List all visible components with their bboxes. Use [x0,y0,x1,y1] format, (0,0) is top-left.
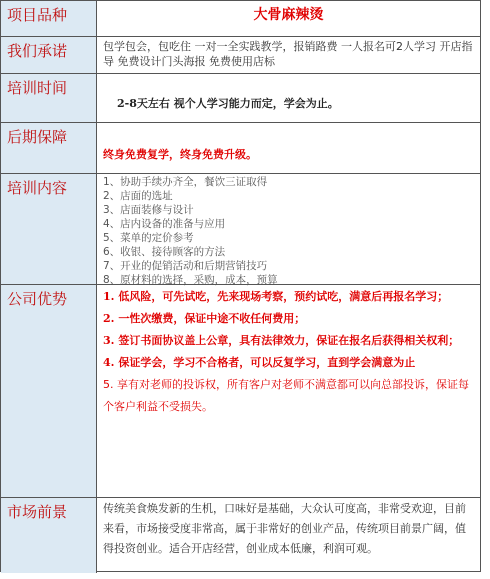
training-item: 7、开业的促销活动和后期营销技巧 [103,260,268,272]
label-item: 项目品种 [1,1,97,36]
row-market [1,498,480,573]
row-advantages [1,285,480,498]
label-training: 培训内容 [1,174,97,284]
training-item: 5、菜单的定价参考 [103,232,194,244]
advantage-item: 2. 一性次缴费，保证中途不收任何费用； [103,312,306,325]
training-item: 2、店面的选址 [103,190,173,202]
support-text: 终身免费复学，终身免费升级。 [103,148,257,161]
advantage-item: 1. 低风险，可先试吃，先来现场考察，预约试吃，满意后再报名学习； [103,290,449,303]
row-training [1,174,480,285]
training-item: 8、原材料的选择，采购，成本，预算 [103,274,278,286]
advantage-item: 4. 保证学会，学习不合格者，可以反复学习，直到学会满意为止 [103,356,416,369]
training-item: 4、店内设备的准备与应用 [103,218,226,230]
label-support: 后期保障 [1,123,97,173]
row-period [1,74,480,123]
training-item: 3、店面装修与设计 [103,204,194,216]
training-item: 6、收银、接待顾客的方法 [103,246,226,258]
label-market: 市场前景 [1,498,97,573]
market-text: 传统美食焕发新的生机，口味好是基础，大众认可度高，非常受欢迎，目前来看，市场接受度非常高，属于非常好的创业产品，传统项目前景广阔，值得投资创业。适合开店经营，创业成本低廉，利润可观。 [103,502,466,555]
period-text: 2-8天左右 视个人学习能力而定，学会为止。 [117,97,339,110]
label-advantages: 公司优势 [1,285,97,497]
row-support [1,123,480,174]
advantage-item: 3. 签订书面协议盖上公章，具有法律效力，保证在报名后获得相关权利； [103,334,460,347]
training-item: 1、协助手续办齐全，餐饮三证取得 [103,176,268,188]
promise-text: 包学包会，包吃住 一对一全实践教学，报销路费 一人报名可2人学习 开店指导 免费设计门头海报 免费使用店标 [103,40,473,68]
advantage-item: 5. 享有对老师的投诉权，所有客户对老师不满意都可以向总部投诉，保证每个客户利益不受损失。 [103,378,469,413]
row-promise [1,37,480,74]
label-period: 培训时间 [1,74,97,122]
label-promise: 我们承诺 [1,37,97,73]
item-title: 大骨麻辣烫 [253,7,324,23]
row-item [1,1,480,37]
